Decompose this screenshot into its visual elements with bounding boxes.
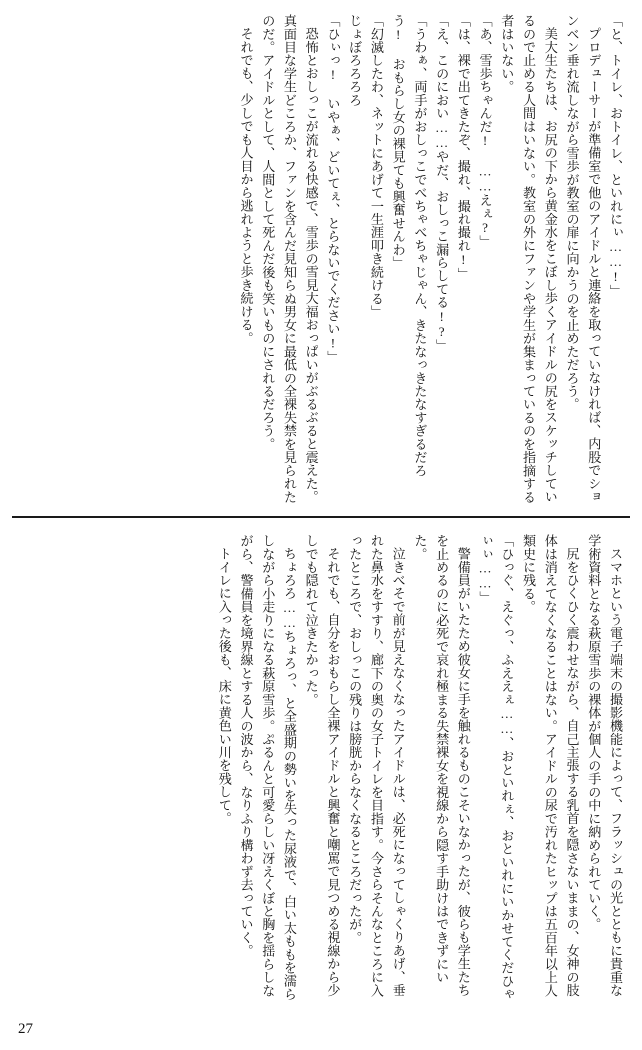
- section-divider-rule: [12, 516, 630, 518]
- paragraph: 「は、裸で出てきたぞ、撮れ、撮れ撮れ!」: [455, 14, 471, 281]
- paragraph: 警備員がいたため彼女に手を触れるものこそいなかったが、彼らも学生たちを止めるのに必死で哀れ極まる失禁裸女を視線から隠す手助けはできずにいた。: [412, 534, 471, 997]
- paragraph: それでも、少しでも人目から逃れようと歩き続ける。: [238, 27, 254, 345]
- paragraph: 美大生たちは、お尻の下から黄金水をこぼし歩くアイドルの尻をスケッチしているので止める人間はいない。教室の外にファンや学生が集まっているのを指摘する者はいない。: [499, 14, 558, 504]
- paragraph: 「うわぁ、両手がおしっこでべちゃべちゃじゃん、きたなっきたなすぎるだろう! おもらし女の裸見ても興奮せんわ」: [390, 14, 428, 478]
- paragraph: それでも、自分をおもらし全裸アイドルと興奮と嘲罵で見つめる視線から少しでも隠れて泣きたかった。: [303, 534, 341, 997]
- paragraph: 泣きべそで前が見えなくなったアイドルは、必死になってしゃくりあげ、垂れた鼻水をすすり、廊下の奥の女子トイレを目指す。今さらそんなところに入ったところで、おしっこの残りは膀胱からなくなるところだったが。: [347, 534, 406, 998]
- page-number: 27: [18, 1021, 33, 1037]
- lower-paragraph-columns: [16, 534, 626, 1004]
- paragraph: ちょろろ……ちょろっ、と全盛期の勢いを失った尿液で、白い太ももを濡らしながら小走りになる萩原雪歩。ぷるんと可愛らしい冴えくぼと胸を揺らしながら、警備員を境界線とする人の波から、なりふり構わず去っていく。: [238, 534, 297, 1001]
- paragraph: 「と、トイレ、おトイレ、といれにぃ……!」: [608, 14, 623, 298]
- paragraph: 恐怖とおしっこが流れる快感で、雪歩の雪見大福おっぱいがぶるぶると震えた。真面目な学生どころか、ファンを含んだ見知らぬ男女に最低の全裸失禁を見られたのだ。アイドルとして、人間として死んだ後も笑いものにされるだろう。: [260, 14, 319, 504]
- paragraph: 「あ、雪歩ちゃんだ! ……えぇ?」: [477, 14, 493, 249]
- paragraph: トイレに入った後も、床に黄色い川を残して。: [216, 547, 232, 825]
- paragraph: スマホという電子端末の撮影機能によって、フラッシュの光とともに貴重な学術資料となる萩原雪歩の裸体が個人の手の中に納められていく。: [586, 534, 623, 997]
- paragraph: 「ひっぐ、えぐっ、ふええぇ……、おといれぇ、おといれにいかせてくだひゃぃぃ……」: [477, 534, 515, 1001]
- paragraph: 「ひぃっ! いやぁ、どいてぇ、とらないでください!」: [325, 14, 341, 364]
- upper-paragraph-columns: [16, 14, 626, 504]
- paragraph: じょぼろろろろ: [347, 14, 363, 107]
- paragraph: プロデューサーが準備室で他のアイドルと連絡を取っていなければ、内股でションベン垂れ流しながら雪歩が教室の扉に向かうのを止めただろう。: [564, 14, 602, 504]
- lower-text-section: [16, 534, 626, 1004]
- paragraph: 「幻滅したわ、ネットにあげて一生涯叩き続ける」: [368, 14, 384, 319]
- upper-text-section: [16, 14, 626, 504]
- paragraph: 「え、このにおい……やだ、おしっこ漏らしてる!?」: [434, 14, 450, 353]
- paragraph: 尻をひくひく震わせながら、自己主張する乳首を隠さないままの、女神の肢体は消えてなくなることはない。アイドルの尿で汚れたヒップは五百年以上人類史に残る。: [521, 534, 580, 998]
